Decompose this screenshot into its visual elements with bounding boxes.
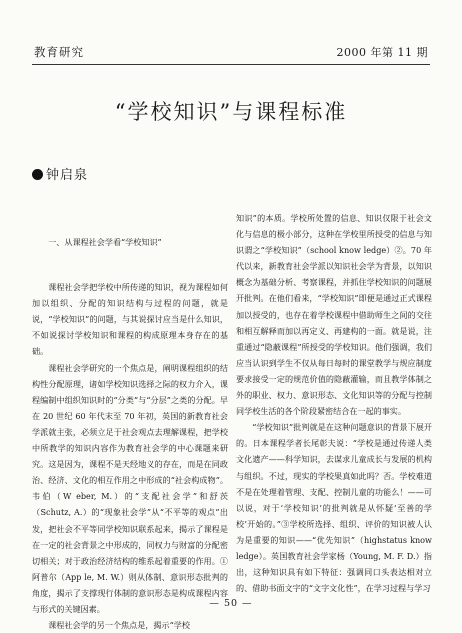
header-rule xyxy=(32,64,430,65)
body-paragraph: 课程社会学的另一个焦点是，揭示“学校 xyxy=(48,620,190,631)
author-line xyxy=(32,164,88,183)
body-paragraph: 课程社会学把学校中所传递的知识，视为课程如何加以组织、分配的知识结构与过程的问题，就是说，“学校知识”的问题，与其说探讨应当是什么知识，不如说探讨学校知识和课程的构成原理本身存在的基础。 xyxy=(32,282,228,357)
author-name: 钟启泉 xyxy=(46,168,89,183)
journal-name: 教育研究 xyxy=(34,45,84,59)
page-number: — 50 — xyxy=(209,598,253,609)
article-title: “学校知识”与课程标准 xyxy=(114,100,348,124)
body-paragraph: “学校知识”批判就是在这种问题意识的背景下展开的。日本课程学者长尾彰夫说：“学校是通过传递人类文化遗产——科学知识，去谋求儿童成长与发展的机构与组织。不过，现实的学校果真如此吗？否。学校难道不是在处理着管理、支配、控制儿童的功能么！——可以说，对于‘学校知识’的批判就是从怀疑‘至善的学校’开始的。”③学校所选择、组织、评价的知识被人认为是重要的知识——“优先知识”（highstatus know ledge）。英国教育社会学家杨（Young, M. F. D.）指出，这种知识具有如下特征：强调同口头表达相对立的、借助书面文字的“文字文化性”，在学习过程与学习 xyxy=(236,422,432,594)
left-column xyxy=(32,210,228,633)
right-column xyxy=(236,210,432,596)
body-paragraph: 知识”的本质。学校所处置的信息、知识仅限于社会文化与信息的极小部分，这种在学校里所授受的信息与知识谓之“学校知识”（school know ledge）②。70 年代以来，新教育社会学派以知识社会学为背景，以知识概念为基础分析、考察课程，并抓住学校知识的问题展开批判。在他们看来，“学校知识”即便是通过正式课程加以授受的，也存在着学校课程中借助师生之间的交往和相互解释而加以再定义、再建构的一面。就是说，注重通过“隐蔽课程”所授受的学校知识。他们强调，我们应当认识到学生不仅从每日每时的课堂教学与规应制度要求接受一定的规范价值的隐蔽灌输，而且教学体制之外的职业、权力、意识形态、文化知识等的分配与控制同学校生活的各个阶段紧密结合在一起的事实。 xyxy=(236,213,432,417)
bullet-icon xyxy=(32,169,43,180)
body-paragraph: 课程社会学研究的一个焦点是，阐明课程组织的结构性分配原理，诸如学校知识选择之际的权力介入，课程编制中组织知识时的“分类”与“分层”之类的分配。早在 20 世纪 60 年代末至 70 年初，英国的新教育社会学派就主张，必须立足于社会观点去理解课程，把学校中所教学的知识内容作为教育社会学的中心课题来研究。这是因为，课程不是天经地义的存在，而是在同政治、经济、文化的相互作用之中形成的“社会构成物”。韦伯（W eber, M.）的“支配社会学”和舒茨（Schutz, A.）的“现象社会学”从“不平等的观点”出发，把社会不平等同学校知识联系起来，揭示了课程是在一定的社会背景之中形成的，同权力与财富的分配密切相关；对于政治经济结构的维系起着重要的作用。①阿普尔（App le, M. W.）则从体制、意识形态批判的角度，揭示了支撑现行体制的意识形态是构成课程内容与形式的关键因素。 xyxy=(32,362,228,614)
section-heading: 一、从课程社会学看“学校知识” xyxy=(48,237,162,247)
issue-number: 2000 年第 11 期 xyxy=(336,46,428,59)
running-header xyxy=(34,44,428,60)
